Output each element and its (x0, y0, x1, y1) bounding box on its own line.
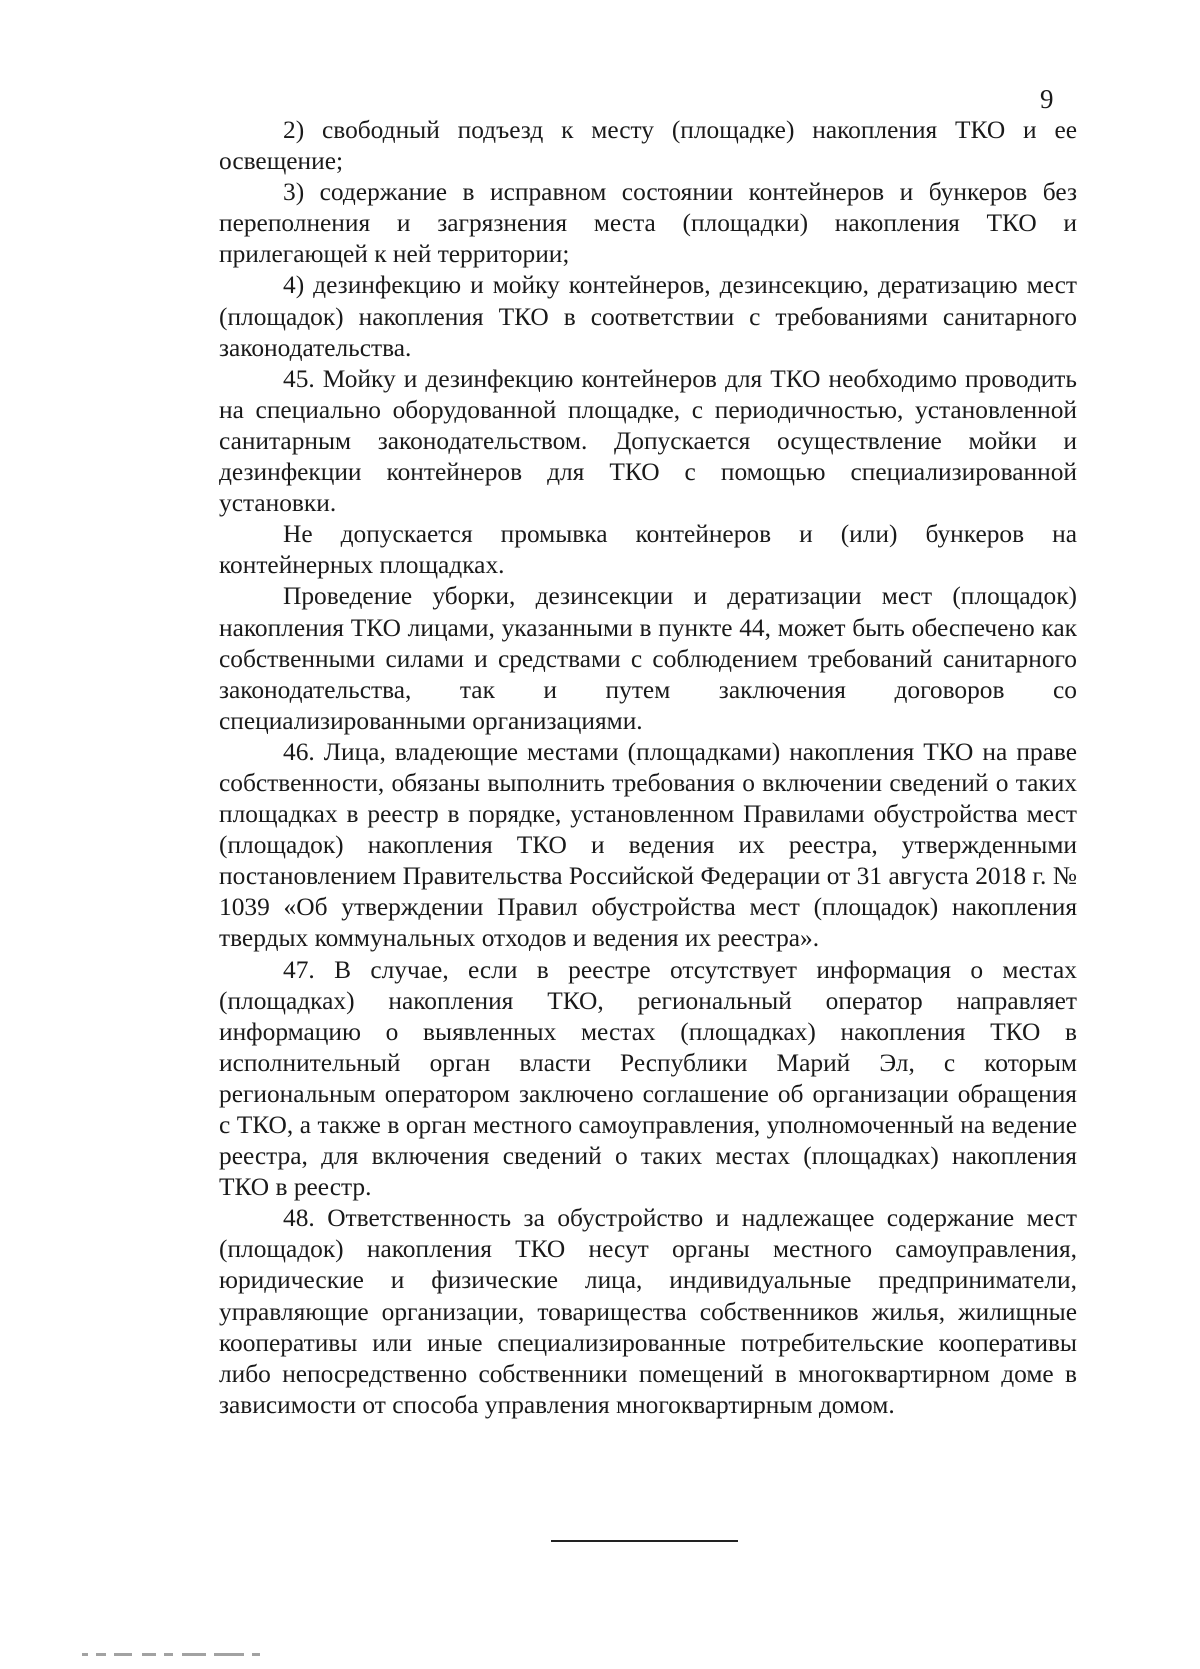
paragraph-clause-46: 46. Лица, владеющие местами (площадками) накопления ТКО на праве собственности, обязаны выполнить требования о включении сведений о таких площадках в реестр в порядке, установленном Правилами обустройства мест (площадок) накопления ТКО и ведения их реестра, утвержденными постановлением Правительства Российской Федерации от 31 августа 2018 г. № 1039 «Об утверждении Правил обустройства мест (площадок) накопления твердых коммунальных отходов и ведения их реестра». (219, 737, 1077, 953)
paragraph-item-4: 4) дезинфекцию и мойку контейнеров, дезинсекцию, дератизацию мест (площадок) накопления ТКО в соответствии с требованиями санитарного законодательства. (219, 271, 1077, 362)
paragraph-clause-45-cleaning: Проведение уборки, дезинсекции и дератизации мест (площадок) накопления ТКО лицами, указанными в пункте 44, может быть обеспечено как собственными силами и средствами с соблюдением требований санитарного законодательства, так и путем заключения договоров со специализированными организациями. (219, 582, 1077, 735)
paragraph-clause-45-washing-ban: Не допускается промывка контейнеров и (или) бункеров на контейнерных площадках. (219, 520, 1077, 580)
paragraph-clause-47: 47. В случае, если в реестре отсутствует информация о местах (площадках) накопления ТКО, региональный оператор направляет информацию о выявленных местах (площадках) накопления ТКО в исполнительный орган власти Республики Марий Эл, с которым региональным оператором заключено соглашение об организации обращения с ТКО, а также в орган местного самоуправления, уполномоченный на ведение реестра, для включения сведений о таких местах (площадках) накопления ТКО в реестр. (219, 955, 1077, 1202)
end-separator-line (551, 1540, 738, 1542)
paragraph-clause-45: 45. Мойку и дезинфекцию контейнеров для ТКО необходимо проводить на специально оборудованной площадке, с периодичностью, установленной санитарным законодательством. Допускается осуществление мойки и дезинфекции контейнеров для ТКО с помощью специализированной установки. (219, 364, 1077, 518)
paragraph-item-3: 3) содержание в исправном состоянии контейнеров и бункеров без переполнения и загрязнения места (площадки) накопления ТКО и прилегающей к ней территории; (219, 178, 1077, 269)
page-number: 9 (1040, 84, 1054, 114)
scan-artifact-marks (82, 1653, 282, 1657)
paragraph-clause-48: 48. Ответственность за обустройство и надлежащее содержание мест (площадок) накопления ТКО несут органы местного самоуправления, юридические и физические лица, индивидуальные предприниматели, управляющие организации, товарищества собственников жилья, жилищные кооперативы или иные специализированные потребительские кооперативы либо непосредственно собственники помещений в многоквартирном доме в зависимости от способа управления многоквартирным домом. (219, 1204, 1077, 1419)
document-body (219, 115, 1077, 1421)
paragraph-item-2: 2) свободный подъезд к месту (площадке) накопления ТКО и ее освещение; (219, 116, 1077, 176)
